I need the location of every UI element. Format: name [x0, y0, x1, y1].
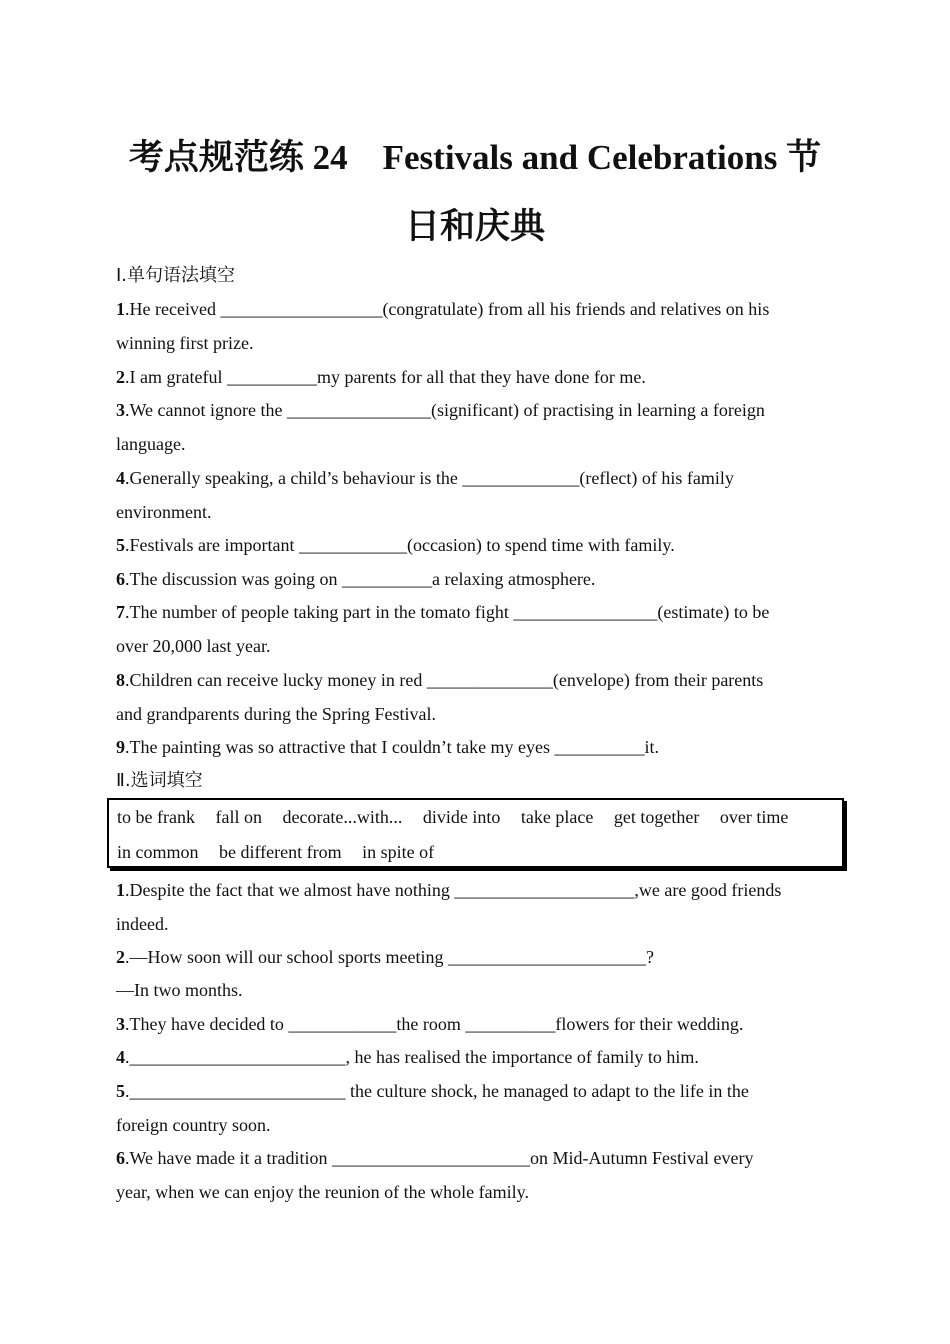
page-title-line-1: 考点规范练 24 Festivals and Celebrations 节 — [128, 138, 822, 177]
s1-item-5-text: .Festivals are important ____________(occasion) to spend time with family. — [125, 535, 675, 555]
s1-item-4-text: .Generally speaking, a child’s behaviour is the _____________(reflect) of his family — [125, 468, 734, 488]
s1-item-6-text: .The discussion was going on __________a relaxing atmosphere. — [125, 569, 596, 589]
s2-item-3-line-1 — [116, 1012, 836, 1036]
s1-item-1-line-1 — [116, 297, 836, 321]
page-title-line-2: 日和庆典 — [404, 207, 545, 246]
s1-item-1-number: 1 — [116, 299, 125, 319]
s1-item-8-number: 8 — [116, 670, 125, 690]
s1-item-3-text: .We cannot ignore the ________________(significant) of practising in learning a foreign — [125, 400, 765, 420]
s1-item-7-line-2: over 20,000 last year. — [116, 636, 271, 656]
s1-item-7-text: .The number of people taking part in the tomato fight ________________(estimate) to be — [125, 602, 770, 622]
s1-item-4-number: 4 — [116, 468, 125, 488]
s2-item-1-number: 1 — [116, 880, 125, 900]
s2-item-6-line-1 — [116, 1146, 836, 1170]
s2-item-5-line-1 — [116, 1079, 836, 1103]
s1-item-4-line-2: environment. — [116, 502, 212, 522]
word-bank-item: in spite of — [362, 842, 435, 862]
s2-item-2-number: 2 — [116, 947, 125, 967]
s1-item-5-number: 5 — [116, 535, 125, 555]
s2-item-5-line-2: foreign country soon. — [116, 1115, 271, 1135]
s2-item-6-line-2: year, when we can enjoy the reunion of the whole family. — [116, 1182, 529, 1202]
s1-item-2-number: 2 — [116, 367, 125, 387]
s1-item-9-text: .The painting was so attractive that I couldn’t take my eyes __________it. — [125, 737, 660, 757]
s1-item-9-line-1 — [116, 735, 836, 759]
s1-item-2-line-1 — [116, 365, 836, 389]
word-bank-box — [107, 798, 844, 868]
s2-item-6-text: .We have made it a tradition ______________________on Mid-Autumn Festival every — [125, 1148, 754, 1168]
s1-item-8-line-1 — [116, 668, 836, 692]
s1-item-3-line-1 — [116, 398, 836, 422]
s1-item-3-number: 3 — [116, 400, 125, 420]
s2-item-1-line-1 — [116, 878, 836, 902]
s1-item-6-number: 6 — [116, 569, 125, 589]
section-1-heading: Ⅰ.单句语法填空 — [116, 265, 236, 286]
s1-item-4-line-1 — [116, 466, 836, 490]
word-bank-item: be different from — [219, 842, 342, 862]
word-bank-item: to be frank — [117, 807, 195, 827]
s2-item-1-text: .Despite the fact that we almost have nothing ____________________,we are good friends — [125, 880, 782, 900]
s2-item-3-text: .They have decided to ____________the room __________flowers for their wedding. — [125, 1014, 744, 1034]
s2-item-2-text: .—How soon will our school sports meeting ______________________? — [125, 947, 654, 967]
s1-item-7-number: 7 — [116, 602, 125, 622]
word-bank-item: decorate...with... — [282, 807, 403, 827]
s2-item-6-number: 6 — [116, 1148, 125, 1168]
s1-item-8-text: .Children can receive lucky money in red ______________(envelope) from their parents — [125, 670, 764, 690]
s2-item-2-line-2: —In two months. — [116, 980, 243, 1000]
s1-item-9-number: 9 — [116, 737, 125, 757]
word-bank-item: fall on — [215, 807, 262, 827]
s2-item-5-number: 5 — [116, 1081, 125, 1101]
word-bank-item: over time — [719, 807, 789, 827]
s2-item-2-line-1 — [116, 945, 836, 969]
word-bank-item: get together — [613, 807, 700, 827]
word-bank-item: take place — [520, 807, 594, 827]
s1-item-3-line-2: language. — [116, 434, 186, 454]
s2-item-3-number: 3 — [116, 1014, 125, 1034]
s1-item-8-line-2: and grandparents during the Spring Festival. — [116, 704, 436, 724]
s1-item-1-text: .He received __________________(congratulate) from all his friends and relatives on his — [125, 299, 770, 319]
s1-item-5-line-1 — [116, 533, 836, 557]
word-bank-item: divide into — [422, 807, 501, 827]
s2-item-5-text: .________________________ the culture shock, he managed to adapt to the life in the — [125, 1081, 749, 1101]
word-bank-row-2 — [117, 840, 450, 864]
s1-item-6-line-1 — [116, 567, 836, 591]
s2-item-4-number: 4 — [116, 1047, 125, 1067]
word-bank-row-1 — [117, 805, 804, 829]
s2-item-1-line-2: indeed. — [116, 914, 169, 934]
s1-item-2-text: .I am grateful __________my parents for all that they have done for me. — [125, 367, 646, 387]
word-bank-item: in common — [117, 842, 199, 862]
section-2-heading: Ⅱ.选词填空 — [116, 770, 203, 791]
s1-item-7-line-1 — [116, 600, 836, 624]
s1-item-1-line-2: winning first prize. — [116, 333, 254, 353]
s2-item-4-text: .________________________, he has realised the importance of family to him. — [125, 1047, 699, 1067]
s2-item-4-line-1 — [116, 1045, 836, 1069]
